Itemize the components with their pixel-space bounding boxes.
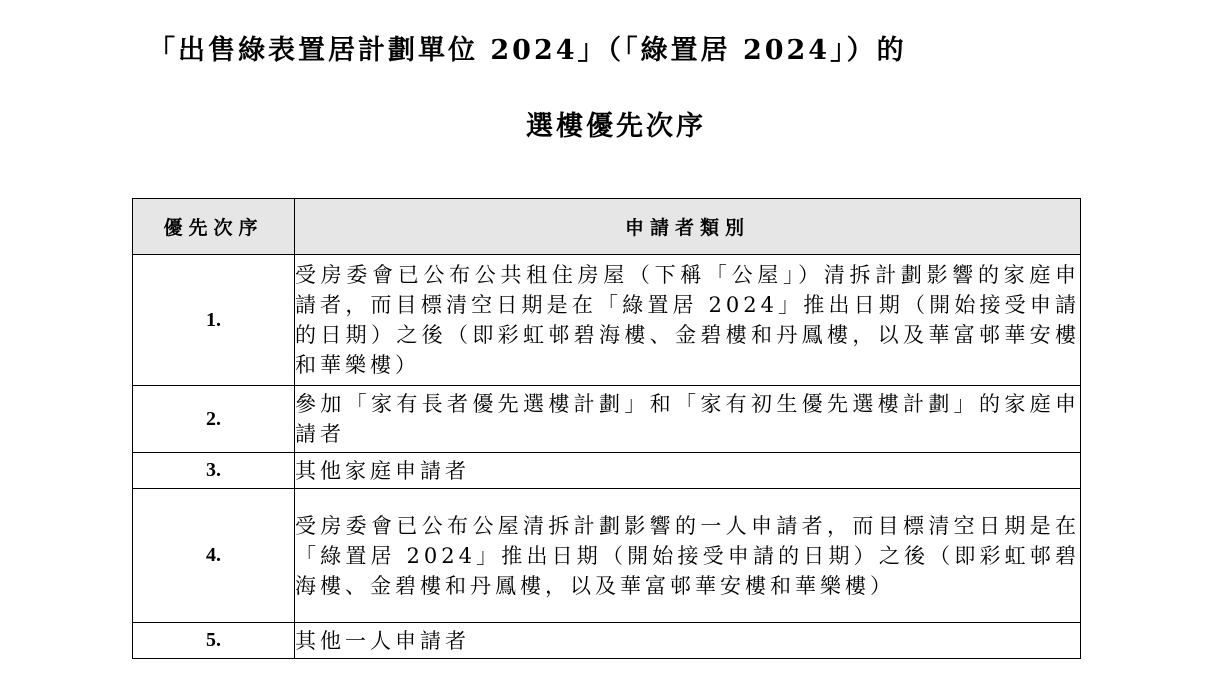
applicant-category-cell: 受房委會已公布公屋清拆計劃影響的一人申請者，而目標清空日期是在「綠置居 2024」推出日期（開始接受申請的日期）之後（即彩虹邨碧海樓、金碧樓和丹鳳樓，以及華富邨華安樓和華樂樓） (295, 489, 1081, 623)
applicant-category-cell: 其他家庭申請者 (295, 453, 1081, 489)
table-row (133, 453, 1081, 489)
table-row (133, 623, 1081, 659)
applicant-category-cell: 參加「家有長者優先選樓計劃」和「家有初生優先選樓計劃」的家庭申請者 (295, 386, 1081, 453)
priority-order-cell: 2. (133, 386, 295, 453)
table-row (133, 386, 1081, 453)
header-applicant-category: 申請者類別 (295, 199, 1081, 255)
priority-order-cell: 4. (133, 489, 295, 623)
priority-order-cell: 1. (133, 255, 295, 386)
table-row (133, 255, 1081, 386)
table-header-row (133, 199, 1081, 255)
applicant-category-cell: 其他一人申請者 (295, 623, 1081, 659)
priority-order-cell: 5. (133, 623, 295, 659)
table-row (133, 489, 1081, 623)
header-priority-order: 優先次序 (133, 199, 295, 255)
priority-order-cell: 3. (133, 453, 295, 489)
priority-table (132, 198, 1081, 659)
document-title: 「出售綠表置居計劃單位 2024」（「綠置居 2024」）的 (148, 35, 907, 66)
applicant-category-cell: 受房委會已公布公共租住房屋（下稱「公屋」）清拆計劃影響的家庭申請者，而目標清空日期是在「綠置居 2024」推出日期（開始接受申請的日期）之後（即彩虹邨碧海樓、金碧樓和丹鳳樓，以及華富邨華安樓和華樂樓） (295, 255, 1081, 386)
document-subtitle: 選樓優先次序 (526, 111, 706, 142)
